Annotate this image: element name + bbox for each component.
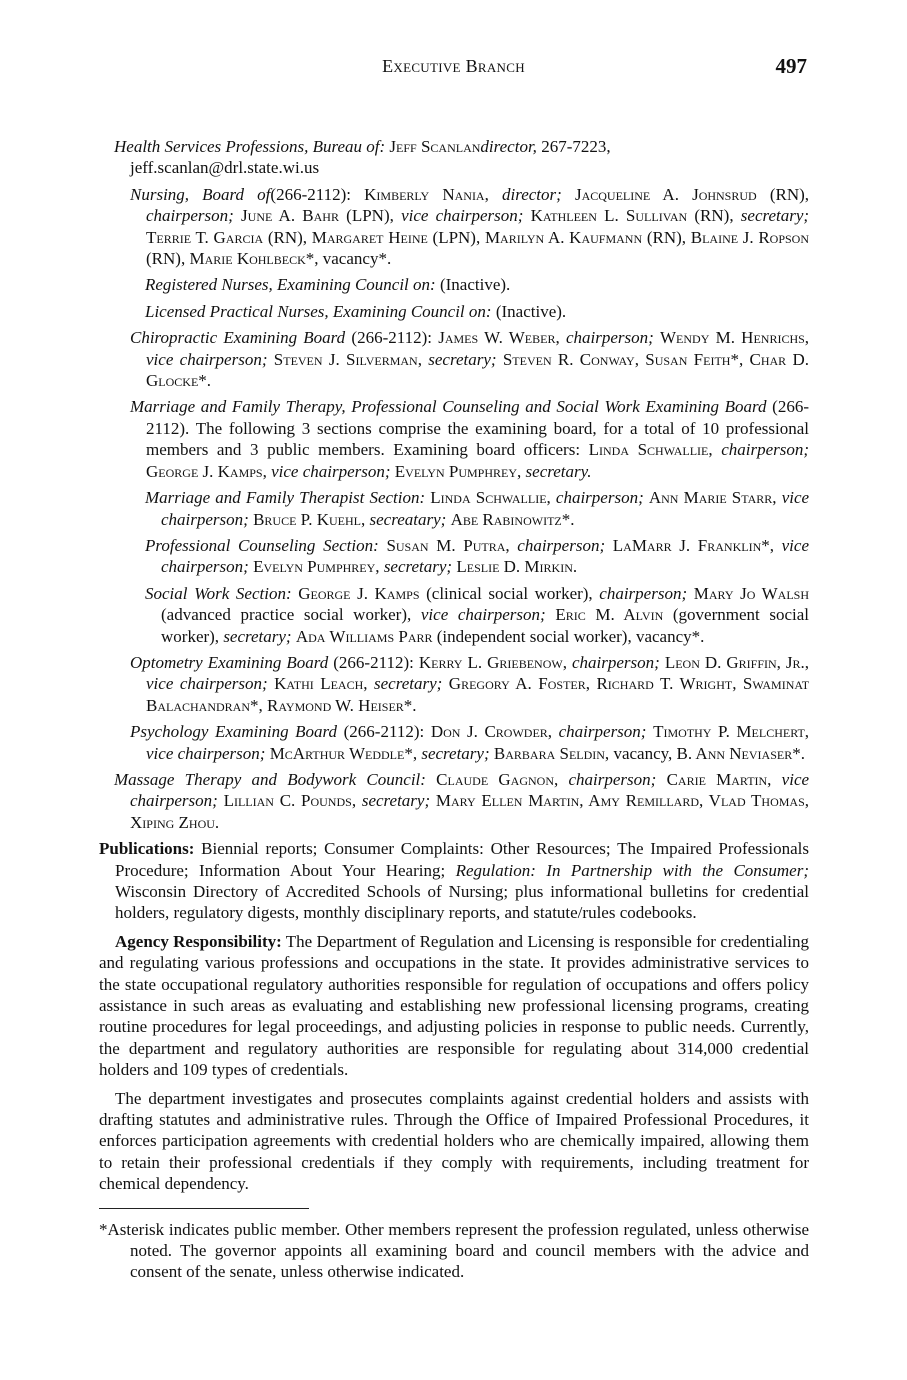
email-address: jeff.scanlan@drl.state.wi.us bbox=[130, 158, 320, 178]
entry-optometry-board: Optometry Examining Board (266-2112): Kerry L. Griebenow, chairperson; Leon D. Griffin, Jr., vice chairperson; Kathi Leach, secretary; Gregory A. Foster, Richard T. Wright, Swaminat Balachandran*, Raymond W. Heiser*. bbox=[130, 652, 810, 715]
entry-professional-counseling-section: Professional Counseling Section: Susan M. Putra, chairperson; LaMarr J. Franklin*, vice chairperson; Evelyn Pumphrey, secretary; Leslie D. Mirkin. bbox=[145, 535, 809, 577]
entry-psychology-board: Psychology Examining Board (266-2112): Don J. Crowder, chairperson; Timothy P. Melchert, vice chairperson; McArthur Weddle*, secretary; Barbara Seldin, vacancy, B. Ann Neviaser*. bbox=[130, 722, 810, 763]
entry-massage-therapy-council: Massage Therapy and Bodywork Council: Claude Gagnon, chairperson; Carie Martin, vice chairperson; Lillian C. Pounds, secretary; Mary Ellen Martin, Amy Remillard, Vlad Thomas, Xiping Zhou. bbox=[114, 769, 810, 832]
entry-chiropractic-board: Chiropractic Examining Board (266-2112): James W. Weber, chairperson; Wendy M. Henrichs, vice chairperson; Steven J. Silverman, secretary; Steven R. Conway, Susan Feith*, Char D. Glocke*. bbox=[130, 328, 810, 391]
entry-mft-examining-board: Marriage and Family Therapy, Professional Counseling and Social Work Examining Board (266-2112). The following 3 sections comprise the examining board, for a total of 10 professional members and 3 public members. Examining board officers: Linda Schwallie, chairperson; George J. Kamps, vice chairperson; Evelyn Pumphrey, secretary. bbox=[130, 397, 810, 481]
investigation-paragraph: The department investigates and prosecutes complaints against credential holders and assists with drafting statutes and administrative rules. Through the Office of Impaired Professional Procedures, it enforces participation agreements with credential holders who are chemically impaired, allowing them to retain their professional credentials if they comply with requirements, including treatment for chemical dependency. bbox=[99, 1088, 809, 1194]
footnote: *Asterisk indicates public member. Other members represent the profession regulated, unless otherwise noted. The governor appoints all examining board and council members with the advice and consent of the senate, unless otherwise indicated. bbox=[99, 1220, 809, 1281]
entry-nursing-board: Nursing, Board of(266-2112): Kimberly Nania, director; Jacqueline A. Johnsrud (RN), chairperson; June A. Bahr (LPN), vice chairperson; Kathleen L. Sullivan (RN), secretary; Terrie T. Garcia (RN), Margaret Heine (LPN), Marilyn A. Kaufmann (RN), Blaine J. Ropson (RN), Marie Kohlbeck*, vacancy*. bbox=[130, 184, 810, 269]
page-number: 497 bbox=[775, 54, 807, 78]
footnote-divider bbox=[99, 1208, 309, 1209]
agency-responsibility-paragraph: Agency Responsibility: The Department of Regulation and Licensing is responsible for credentialing and regulating various professions and occupations in the state. It provides administrative services to the state occupational regulatory authorities responsible for regulation of occupations and offers policy assistance in such areas as evaluating and establishing new professional licensing programs, creating routine procedures for legal proceedings, and adjusting policies in response to public needs. Currently, the department and regulatory authorities are responsible for regulating about 314,000 credential holders and 109 types of credentials. bbox=[99, 931, 809, 1080]
publications-paragraph: Publications: Biennial reports; Consumer Complaints: Other Resources; The Impaired Professionals Procedure; Information About Your Hearing; Regulation: In Partnership with the Consumer; Wisconsin Directory of Accredited Schools of Nursing; plus informational bulletins for credential holders, regulatory digests, monthly disciplinary reports, and statute/rules codebooks. bbox=[99, 839, 810, 923]
entry-health-services: Health Services Professions, Bureau of: Jeff Scanlandirector, 267-7223, jeff.scanlan@drl.state.wi.us bbox=[114, 137, 611, 178]
page-body bbox=[99, 136, 809, 1200]
publications-label: Publications: bbox=[99, 839, 195, 859]
entry-licensed-practical-nurses-council: Licensed Practical Nurses, Examining Council on: (Inactive). bbox=[145, 301, 567, 321]
entry-mft-section: Marriage and Family Therapist Section: Linda Schwallie, chairperson; Ann Marie Starr, vice chairperson; Bruce P. Kuehl, secreatary; Abe Rabinowitz*. bbox=[145, 488, 810, 529]
running-head: Executive Branch bbox=[382, 56, 525, 76]
entry-social-work-section: Social Work Section: George J. Kamps (clinical social worker), chairperson; Mary Jo Walsh (advanced practice social worker), vice chairperson; Eric M. Alvin (government social worker), secretary; Ada Williams Parr (independent social worker), vacancy*. bbox=[145, 583, 810, 646]
entry-registered-nurses-council: Registered Nurses, Examining Council on: (Inactive). bbox=[145, 275, 511, 295]
agency-responsibility-label: Agency Responsibility: bbox=[115, 931, 282, 951]
